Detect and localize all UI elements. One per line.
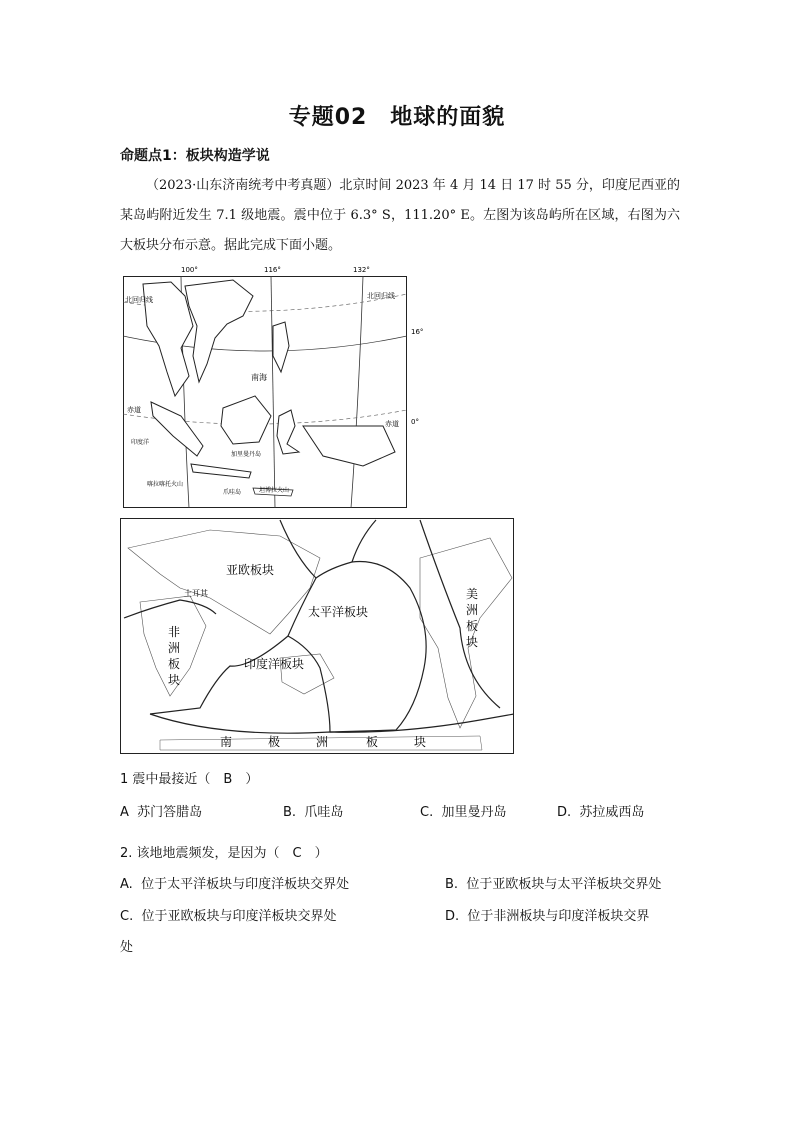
antarctic-label-char: 块 [414,735,427,749]
option-letter: D. [557,805,572,820]
antarctic-label-char: 板 [366,735,379,749]
question-1-stem: 1 震中最接近（ B ） [120,772,259,787]
option-text: 加里曼丹岛 [441,805,507,820]
question-2-stem: 2. 该地地震频发，是因为（ C ） [120,846,328,861]
lon-label: 100° [181,266,198,274]
svg-text:洲: 洲 [168,641,181,655]
svg-text:块: 块 [168,673,181,687]
option-letter: C. [420,805,434,820]
option-letter: D. [445,909,460,924]
lon-label: 116° [264,266,281,274]
q2-option-a [120,873,349,892]
indian-plate-label: 印度洋板块 [244,657,305,671]
intro-paragraph: （2023·山东济南统考中考真题）北京时间 2023 年 4 月 14 日 17 时 55 分，印度尼西亚的某岛屿附近发生 7.1 级地震。震中位于 6.3° S，111.20° E。左图为该岛屿所在区域，右图为六大板块分布示意。据此完成下面小题。 [120,178,680,253]
java-label: 爪哇岛 [223,489,242,496]
plate-map [120,518,514,754]
option-text: 苏门答腊岛 [137,805,203,820]
svg-text:板: 板 [466,619,479,633]
pacific-plate-label: 太平洋板块 [308,605,369,619]
map1-axis-labels [123,262,433,512]
option-text: 位于太平洋板块与印度洋板块交界处 [141,877,350,892]
q1-option-b [283,801,343,820]
option-text: 位于亚欧板块与印度洋板块交界处 [141,909,337,924]
option-letter: C. [120,909,134,924]
svg-text:美: 美 [466,587,479,601]
option-letter: A. [120,877,133,892]
lon-label: 132° [353,266,370,274]
page-title: 专题02 地球的面貌 [288,105,506,130]
lat-label: 0° [411,418,419,426]
equator-left-label: 赤道 [127,406,141,414]
option-text: 爪哇岛 [304,805,344,820]
q2-option-b [445,873,661,892]
option-text: 位于非洲板块与印度洋板块交界 [467,909,650,924]
antarctic-label-char: 南 [220,735,233,749]
q2-option-d-wrap: 处 [120,940,134,955]
section-heading: 命题点1：板块构造学说 [120,148,270,164]
tropic-left-label: 北回归线 [125,296,153,304]
eurasian-plate-label: 亚欧板块 [226,563,275,577]
option-letter: B. [445,877,459,892]
turkey-label: 土耳其 [184,589,208,598]
q1-option-c [420,801,507,820]
antarctic-label-char: 极 [268,735,281,749]
svg-text:非: 非 [168,625,181,639]
sea-label: 南海 [251,373,267,382]
option-text: 位于亚欧板块与太平洋板块交界处 [466,877,662,892]
q1-option-a [120,801,202,820]
ocean-label: 印度洋 [131,439,150,446]
tropic-right-label: 北回归线 [367,292,395,300]
q2-option-c [120,905,337,924]
svg-text:块: 块 [466,635,479,649]
option-text: 苏拉威西岛 [579,805,645,820]
lat-label: 16° [411,328,424,336]
volcano2-label: 坦博拉火山 [259,487,290,494]
svg-text:板: 板 [168,657,181,671]
option-letter: B. [283,805,297,820]
q2-option-d [445,905,649,924]
equator-right-label: 赤道 [385,420,399,428]
kalimantan-label: 加里曼丹岛 [231,451,262,458]
antarctic-label-char: 洲 [316,735,329,749]
volcano1-label: 喀拉喀托火山 [147,481,184,488]
option-letter: A [120,805,129,820]
svg-text:洲: 洲 [466,603,479,617]
q1-option-d [557,801,644,820]
